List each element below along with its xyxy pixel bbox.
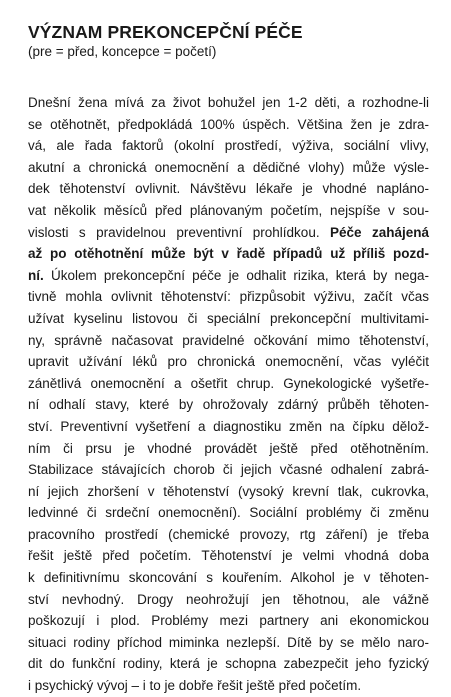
line-text: ní jejich zhoršení v těhotenství (vysoký krevní tlak, cukrovka, <box>28 483 429 499</box>
line-text: upravit užívání léků pro chronická onemocnění, včas vyléčit <box>28 354 429 370</box>
paragraph-line <box>28 243 429 265</box>
line-text: řešit ještě před početím. Těhotenství je velmi vhodná doba <box>28 548 429 564</box>
line-text: i psychický vývoj – i to je dobře řešit ještě před početím. <box>28 678 362 694</box>
paragraph-line <box>28 178 429 200</box>
emphasized-text: Péče zahájená <box>330 224 429 240</box>
line-text: vislosti s pravidelnou preventivní prohlídkou. <box>28 224 331 240</box>
paragraph-line <box>28 589 429 611</box>
line-text: Úkolem prekoncepční péče je odhalit rizika, která by nega- <box>43 267 429 283</box>
line-text: vá, ale řada faktorů (okolní prostředí, výživa, sociální vlivy, <box>28 138 429 154</box>
line-text: k definitivnímu skoncování s kouřením. Alkohol je v těhoten- <box>28 570 429 586</box>
line-text: ním či prsu je vhodné provádět ještě před otěhotněním. <box>28 440 429 456</box>
paragraph-line <box>28 416 429 438</box>
line-text: poškozují i plod. Problémy mezi partnery ani ekonomickou <box>28 613 429 629</box>
paragraph-line <box>28 524 429 546</box>
paragraph-line <box>28 308 429 330</box>
paragraph-line <box>28 265 429 287</box>
line-text: dek těhotenství ovlivnit. Návštěvu lékaře je vhodné napláno- <box>28 181 429 197</box>
paragraph-line <box>28 610 429 632</box>
paragraph-line <box>28 567 429 589</box>
line-text: ny, správně načasovat pravidelné očkování mimo těhotenství, <box>28 332 429 348</box>
line-text: ství. Preventivní vyšetření a diagnostiku změn na čípku dělož- <box>28 418 429 434</box>
paragraph-line <box>28 286 429 308</box>
line-text: situaci rodiny příchod miminka nezlepší. Dítě by se mělo naro- <box>28 634 429 650</box>
paragraph-line <box>28 135 429 157</box>
paragraph-line <box>28 632 429 654</box>
line-text: se otěhotnět, předpokládá 100% úspěch. Většina žen je zdra- <box>28 116 429 132</box>
paragraph-line <box>28 675 429 697</box>
line-text: pracovního prostředí (chemické provozy, rtg záření) je třeba <box>28 526 429 542</box>
line-text: zánětlivá onemocnění a ošetřit chrup. Gynekologické vyšetře- <box>28 375 429 391</box>
line-text: ledvinné či srdeční onemocnění). Sociální problémy či změnu <box>28 505 429 521</box>
paragraph-line <box>28 545 429 567</box>
emphasized-text: až po otěhotnění může být v řadě případů už příliš pozd- <box>28 246 429 262</box>
line-text: ní odhalí stavy, které by ohrožovaly zdárný průběh těhoten- <box>28 397 429 413</box>
line-text: dit do funkční rodiny, která je schopna zabezpečit jeho fyzický <box>28 656 429 672</box>
body-paragraph <box>28 92 429 697</box>
paragraph-line <box>28 330 429 352</box>
line-text: tivně mohla ovlivnit těhotenství: přizpůsobit výživu, začít včas <box>28 289 429 305</box>
line-text: Stabilizace stávajících chorob či jejich včasné odhalení zabrá- <box>28 462 429 478</box>
line-text: vat několik měsíců před plánovaným početím, nejspíše v sou- <box>28 202 429 218</box>
page-title: VÝZNAM PREKONCEPČNÍ PÉČE <box>28 22 303 42</box>
paragraph-line <box>28 481 429 503</box>
paragraph-line <box>28 653 429 675</box>
paragraph-line <box>28 351 429 373</box>
line-text: akutní a chronická onemocnění a dědičné vlohy) může výsle- <box>28 159 429 175</box>
paragraph-line <box>28 114 429 136</box>
page-subtitle: (pre = před, koncepce = početí) <box>28 44 217 59</box>
line-text: užívat kyselinu listovou či speciální prekoncepční multivitami- <box>28 310 429 326</box>
emphasized-text: ní. <box>28 267 44 283</box>
paragraph-line <box>28 92 429 114</box>
paragraph-line <box>28 394 429 416</box>
line-text: Dnešní žena mívá za život bohužel jen 1-2 děti, a rozhodne-li <box>28 95 429 110</box>
paragraph-line <box>28 502 429 524</box>
paragraph-line <box>28 373 429 395</box>
paragraph-line <box>28 438 429 460</box>
paragraph-line <box>28 200 429 222</box>
paragraph-line <box>28 157 429 179</box>
paragraph-line <box>28 222 429 244</box>
paragraph-line <box>28 459 429 481</box>
line-text: ství nevhodný. Drogy neohrožují jen těhotnou, ale vážně <box>28 591 429 607</box>
